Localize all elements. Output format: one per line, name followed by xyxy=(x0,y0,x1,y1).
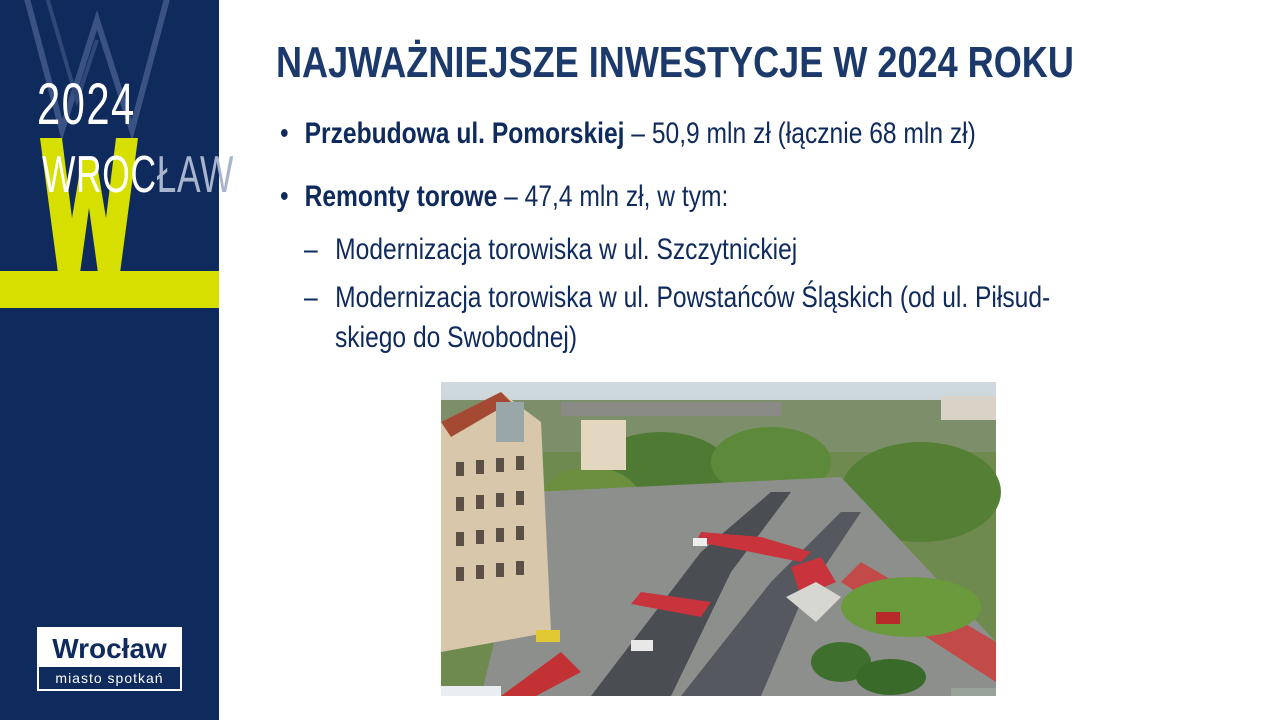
year-label: 2024 xyxy=(37,72,136,137)
logo-tagline: miasto spotkań xyxy=(55,670,164,686)
street-visualization-photo xyxy=(441,382,996,696)
slide-title: NAJWAŻNIEJSZE INWESTYCJE W 2024 ROKU xyxy=(276,38,1074,87)
sub-item-text: Modernizacja torowiska w ul. Szczytnickiej xyxy=(335,233,798,266)
sub-item-continuation xyxy=(335,320,577,356)
city-wordmark xyxy=(42,146,235,204)
bullet-marker: • xyxy=(280,117,289,150)
sub-item xyxy=(304,280,1050,316)
city-wordmark-part1: WROC xyxy=(42,146,157,204)
bullet-item-text: – 47,4 mln zł, w tym: xyxy=(497,180,729,213)
sub-item-text: Modernizacja torowiska w ul. Powstańców Śląskich (od ul. Piłsud- xyxy=(335,281,1051,314)
accent-band xyxy=(0,271,219,308)
bullet-marker: • xyxy=(280,180,289,213)
bullet-item xyxy=(280,116,976,152)
aerial-street-illustration xyxy=(441,382,996,696)
sub-item-text-continuation: skiego do Swobodnej) xyxy=(335,321,578,354)
sub-item xyxy=(304,232,797,268)
bullet-item-bold: Remonty torowe xyxy=(304,180,498,213)
logo-tagline-bar xyxy=(39,667,180,689)
bullet-item xyxy=(280,179,728,215)
wroclaw-logo xyxy=(37,627,182,691)
dash-marker: – xyxy=(304,281,318,314)
sidebar-panel xyxy=(0,0,235,720)
bullet-item-text: – 50,9 mln zł (łącznie 68 mln zł) xyxy=(624,117,976,150)
dash-marker: – xyxy=(304,233,318,266)
bullet-item-bold: Przebudowa ul. Pomorskiej xyxy=(304,117,625,150)
city-wordmark-part2: ŁAW xyxy=(156,146,235,204)
logo-name: Wrocław xyxy=(52,633,167,664)
